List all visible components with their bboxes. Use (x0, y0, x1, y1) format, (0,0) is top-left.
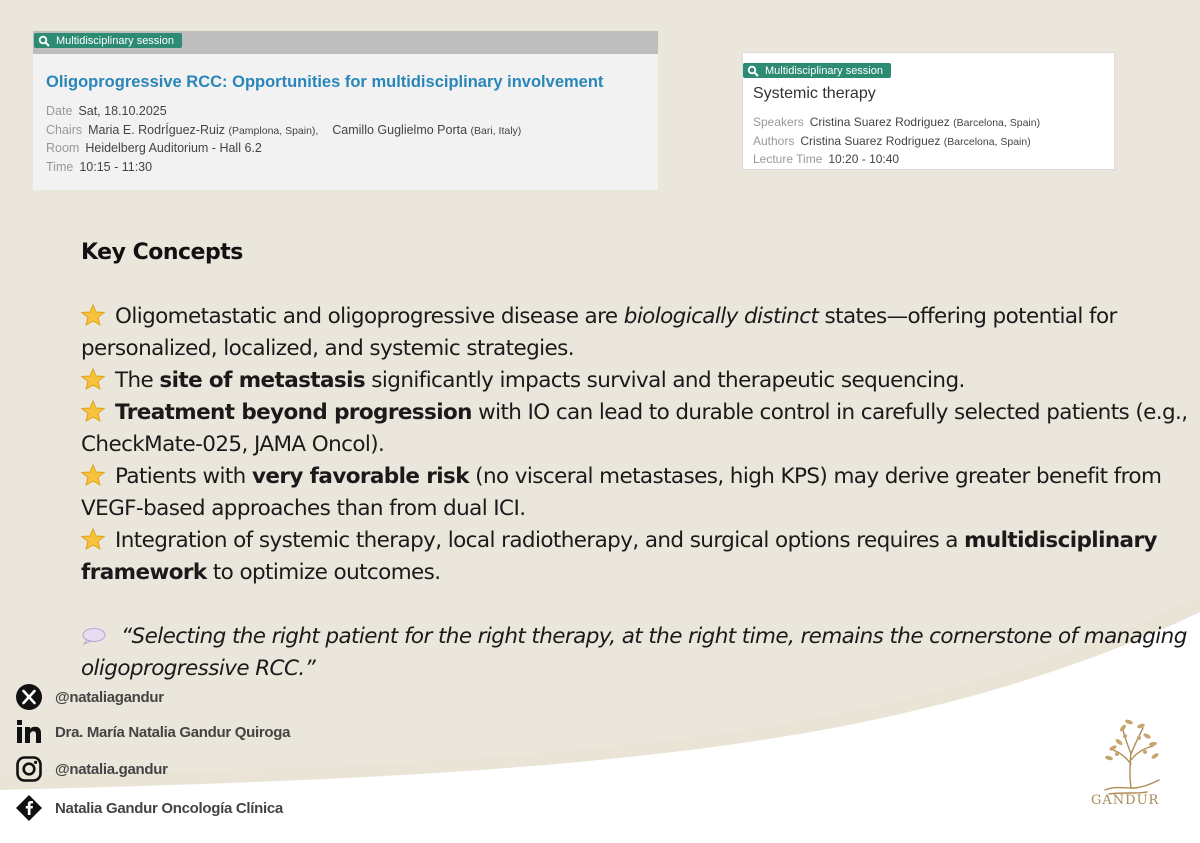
instagram-handle: @natalia.gandur (55, 760, 168, 778)
talk-tag-label: Multidisciplinary session (765, 64, 883, 77)
star-icon (81, 304, 105, 326)
lecture-time-value: 10:20 - 10:40 (828, 152, 900, 166)
star-icon (81, 368, 105, 390)
social-facebook[interactable] (15, 794, 283, 822)
concept-item (81, 365, 1191, 397)
speakers-location: (Barcelona, Spain) (953, 117, 1041, 129)
session-date (46, 104, 167, 118)
search-icon (38, 35, 50, 47)
instagram-icon (15, 755, 43, 783)
room-label: Room (46, 141, 80, 155)
session-title[interactable]: Oligoprogressive RCC: Opportunities for multidisciplinary involvement (46, 73, 604, 91)
concept-bold: very favorable risk (251, 464, 469, 489)
facebook-page: Natalia Gandur Oncología Clínica (55, 799, 283, 817)
concept-text: with IO can lead to durable control in carefully selected patients (e.g., CheckMate-025, JAMA Oncol). (81, 400, 1188, 457)
concept-item (81, 461, 1191, 525)
concept-text: The (115, 368, 160, 393)
chairs-label: Chairs (46, 123, 83, 137)
authors-name: Cristina Suarez Rodriguez (800, 134, 941, 148)
concept-text: Integration of systemic therapy, local radiotherapy, and surgical options requires a (115, 528, 965, 553)
date-value: Sat, 18.10.2025 (78, 104, 167, 118)
session-tag-label: Multidisciplinary session (56, 34, 174, 47)
talk-card (742, 52, 1115, 170)
x-logo-icon (15, 683, 43, 711)
session-tag (34, 33, 182, 48)
concept-text: (no visceral metastases, high KPS) may derive greater benefit from VEGF-based approaches than from dual ICI. (81, 464, 1162, 521)
talk-authors (753, 134, 1031, 148)
social-x[interactable] (15, 683, 164, 711)
lecture-time-label: Lecture Time (753, 152, 823, 166)
authors-location: (Barcelona, Spain) (943, 136, 1031, 148)
x-handle: @nataliagandur (55, 688, 164, 706)
concept-text: states—offering potential for personalized, localized, and systemic strategies. (81, 304, 1117, 361)
concept-bold: multidisciplinary framework (81, 528, 1157, 585)
concept-text: significantly impacts survival and therapeutic sequencing. (365, 368, 965, 393)
speakers-label: Speakers (753, 115, 804, 129)
time-value: 10:15 - 11:30 (79, 160, 153, 174)
key-concepts-list (81, 301, 1191, 589)
speech-bubble-icon (81, 627, 107, 645)
date-label: Date (46, 104, 73, 118)
linkedin-name: Dra. María Natalia Gandur Quiroga (55, 723, 291, 741)
star-icon (81, 528, 105, 550)
concept-bold: Treatment beyond progression (115, 400, 472, 425)
facebook-icon (15, 794, 43, 822)
talk-tag (743, 63, 891, 78)
speakers-name: Cristina Suarez Rodriguez (809, 115, 950, 129)
talk-lecture-time (753, 152, 899, 166)
star-icon (81, 400, 105, 422)
key-concepts-heading: Key Concepts (81, 240, 243, 265)
chair2-name: Camillo Guglielmo Porta (332, 123, 468, 137)
talk-title[interactable]: Systemic therapy (753, 85, 876, 102)
talk-speakers (753, 115, 1040, 129)
session-chairs (46, 123, 521, 137)
chair1-name: Maria E. RodrÍguez-Ruiz (88, 123, 225, 137)
session-card (33, 31, 658, 190)
quote-text: “Selecting the right patient for the right therapy, at the right time, remains the cornerstone of managing oligoprogressive RCC.” (81, 624, 1187, 681)
concept-text: Oligometastatic and oligoprogressive disease are (115, 304, 624, 329)
social-linkedin[interactable] (15, 718, 290, 746)
concept-item (81, 525, 1191, 589)
social-instagram[interactable] (15, 755, 168, 783)
authors-label: Authors (753, 134, 795, 148)
concept-bold: site of metastasis (159, 368, 366, 393)
logo-wordmark: GANDUR (1091, 793, 1160, 808)
session-room (46, 141, 262, 155)
concept-item (81, 301, 1191, 365)
time-label: Time (46, 160, 74, 174)
concept-text: to optimize outcomes. (206, 560, 441, 585)
concept-text: Patients with (115, 464, 252, 489)
session-time (46, 160, 152, 174)
star-icon (81, 464, 105, 486)
concept-emphasis: biologically distinct (623, 304, 819, 329)
room-value: Heidelberg Auditorium - Hall 6.2 (85, 141, 262, 155)
chair1-location: (Pamplona, Spain), (228, 125, 319, 137)
concept-item (81, 397, 1191, 461)
closing-quote (81, 621, 1191, 685)
chair2-location: (Bari, Italy) (470, 125, 522, 137)
search-icon (747, 65, 759, 77)
linkedin-icon (15, 718, 43, 746)
